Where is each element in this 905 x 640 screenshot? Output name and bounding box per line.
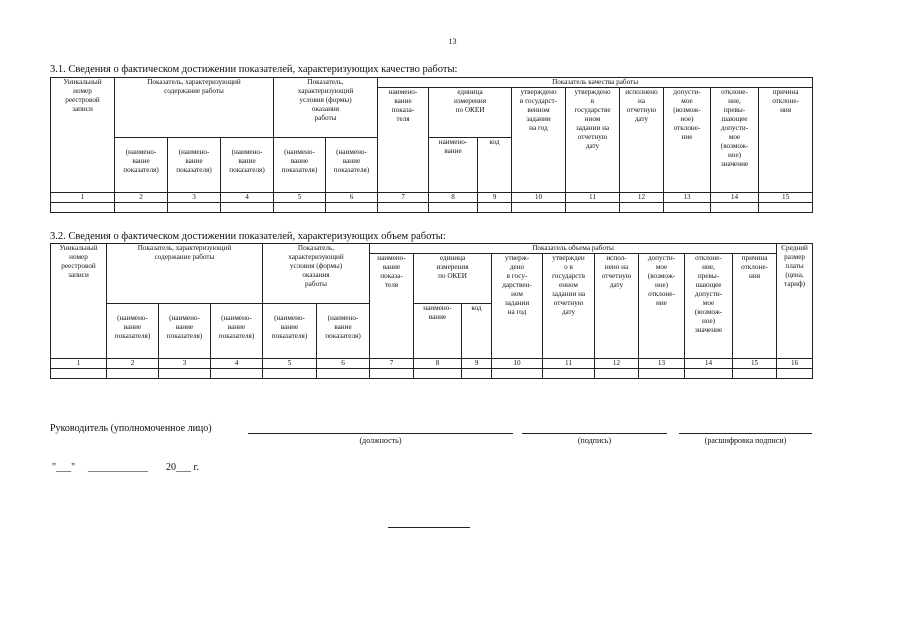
header-line: отклоне- — [695, 254, 722, 262]
header-line: вание — [444, 147, 462, 155]
header-line: Средний — [781, 244, 808, 252]
header-line: (наимено- — [169, 314, 200, 322]
header-line: наимено- — [388, 88, 418, 96]
header-line: показателя) — [333, 166, 370, 174]
header-line: на — [637, 97, 646, 105]
column-numbers-row: 1 2 3 4 5 6 7 8 9 10 11 12 13 14 15 — [51, 193, 813, 203]
date-day: "___" — [52, 462, 76, 473]
header-line: енном — [559, 281, 578, 289]
header-line: на год — [507, 308, 527, 316]
col-approved-year — [492, 254, 543, 359]
header-line: причина — [772, 88, 799, 96]
col-unique-number — [51, 244, 107, 359]
header-line: отчетную — [553, 299, 584, 307]
header-line: государстве — [574, 106, 611, 114]
header-line: вание — [334, 323, 352, 331]
decode-caption: (расшифровка подписи) — [704, 436, 787, 445]
col-indicator-4 — [263, 304, 317, 359]
col-indicator-3 — [221, 138, 274, 193]
header-line: содержание работы — [154, 253, 215, 261]
col-exceeding-deviation — [711, 88, 759, 193]
header-line: (возмож- — [647, 272, 676, 280]
header-line: оказания — [311, 105, 340, 113]
header-line: показателя) — [325, 332, 361, 340]
section-3-2-title: 3.2. Сведения о фактическом достижении показателей, характеризующих объем работы: — [50, 231, 446, 242]
header-line: (наимено- — [117, 314, 148, 322]
header-line: показа- — [380, 272, 403, 280]
col-unit-code: код — [462, 304, 492, 359]
col-reason — [733, 254, 777, 359]
col-unit — [429, 88, 512, 138]
header-line: допусти- — [647, 254, 676, 262]
header-line: Показатель, — [297, 244, 335, 252]
col-unit-name — [429, 138, 478, 193]
head-label: Руководитель (уполномоченное лицо) — [50, 423, 212, 434]
col-exceeding-deviation — [685, 254, 733, 359]
col-indicator-1 — [107, 304, 159, 359]
header-line: отчетную — [626, 106, 657, 114]
header-line: утверждено — [574, 88, 611, 96]
header-line: показателя) — [281, 166, 318, 174]
header-line: дату — [561, 308, 576, 316]
header-line: дату — [634, 115, 649, 123]
header-line: (возмож- — [720, 142, 749, 150]
footer-rule — [388, 527, 470, 528]
header-line: по ОКЕИ — [455, 106, 485, 114]
header-line: (наимено- — [284, 148, 315, 156]
header-line: показателя) — [218, 332, 255, 340]
header-line: Уникальный — [63, 78, 102, 86]
header-line: (наимено- — [274, 314, 305, 322]
col-reason — [759, 88, 813, 193]
col-approved-date — [566, 88, 620, 193]
header-line: теля — [384, 281, 399, 289]
header-line: задании на — [551, 290, 586, 298]
col-indicator-5 — [326, 138, 378, 193]
date-year: 20___ г. — [166, 462, 199, 473]
header-line: вание — [123, 323, 142, 331]
header-line: работы — [305, 280, 327, 288]
header-line: шающее — [721, 115, 748, 123]
header-line: в госу- — [506, 272, 528, 280]
col-unit-name — [414, 304, 462, 359]
header-line: ное) — [727, 151, 742, 159]
header-line: вание — [394, 97, 412, 105]
sign-caption: (подпись) — [577, 436, 612, 445]
header-line: работы — [314, 114, 337, 122]
header-line: значение — [720, 160, 749, 168]
header-line: допусти- — [720, 124, 749, 132]
col-indicator-5 — [317, 304, 370, 359]
col-content — [115, 78, 274, 138]
header-line: записи — [68, 271, 89, 279]
header-line: размер — [784, 253, 805, 261]
quality-table — [50, 77, 813, 213]
decode-line — [679, 433, 812, 434]
header-line: характеризующий — [297, 87, 354, 95]
position-caption: (должность) — [359, 436, 402, 445]
header-line: наимено- — [438, 138, 468, 146]
header-line: (наимено- — [221, 314, 252, 322]
col-indicator-3 — [211, 304, 263, 359]
header-line: измерения — [453, 97, 487, 105]
header-line: показателя) — [166, 332, 203, 340]
header-line: отклоне- — [648, 290, 675, 298]
header-line: значение — [694, 326, 723, 334]
col-executed — [595, 254, 639, 359]
header-line: исполнено — [625, 88, 658, 96]
header-line: мое — [728, 133, 741, 141]
header-line: ное) — [701, 317, 716, 325]
header-line: ния — [780, 106, 792, 114]
col-allowed-deviation — [664, 88, 711, 193]
header-line: реестровой — [61, 262, 96, 270]
col-conditions — [263, 244, 370, 304]
header-line: вание — [238, 157, 256, 165]
header-line: показателя) — [114, 332, 151, 340]
header-line: показателя) — [176, 166, 212, 174]
header-line: отчетную — [577, 133, 608, 141]
header-line: испол- — [606, 254, 627, 262]
header-line: вание — [227, 323, 246, 331]
header-line: показателя) — [123, 166, 159, 174]
header-line: вание — [428, 313, 447, 321]
header-line: показателя) — [271, 332, 308, 340]
page-number: 13 — [448, 37, 457, 46]
header-line: по ОКЕИ — [438, 272, 467, 280]
header-line: о в — [564, 263, 573, 271]
col-unit-code: код — [478, 138, 512, 193]
header-line: единица — [439, 254, 466, 262]
header-line: ное) — [654, 281, 669, 289]
header-line: (наимено- — [178, 148, 210, 156]
header-line: условия (формы) — [289, 262, 343, 270]
position-line — [248, 433, 513, 434]
header-line: Показатель, характеризующий — [137, 244, 232, 252]
header-line: номер — [73, 87, 92, 95]
header-line: допусти- — [673, 88, 701, 96]
header-line: (наимено- — [125, 148, 157, 156]
header-line: в государст- — [519, 97, 558, 105]
header-line: отклоне- — [741, 263, 768, 271]
col-approved-date — [543, 254, 595, 359]
header-line: номер — [69, 253, 88, 261]
header-line: мое — [655, 263, 668, 271]
header-line: дату — [609, 281, 624, 289]
header-line: Показатель, характеризующий — [147, 78, 241, 86]
header-line: вание — [290, 157, 309, 165]
col-indicator-name — [370, 254, 414, 359]
header-line: наимено- — [423, 304, 452, 312]
header-line: тариф) — [784, 280, 806, 288]
table-row — [51, 369, 813, 379]
header-line: утвержден — [552, 254, 585, 262]
header-line: записи — [72, 105, 93, 113]
date-month: ____________ — [88, 462, 148, 473]
header-line: государств — [552, 272, 585, 280]
header-line: показа- — [391, 106, 415, 114]
header-line: (возмож- — [673, 106, 701, 114]
header-line: вание — [280, 323, 299, 331]
header-line: утверждено — [520, 88, 557, 96]
header-line: (наимено- — [327, 314, 359, 322]
col-content — [107, 244, 263, 304]
header-line: реестровой — [65, 96, 100, 104]
header-line: на год — [529, 124, 548, 132]
header-line: отклоне- — [673, 124, 701, 132]
header-line: (наимено- — [336, 148, 367, 156]
section-3-1-title: 3.1. Сведения о фактическом достижении показателей, характеризующих качество работы: — [50, 64, 458, 75]
header-line: мое — [702, 299, 715, 307]
header-line: в — [590, 97, 595, 105]
header-line: (цена, — [785, 271, 804, 279]
header-line: дарствен- — [502, 281, 532, 289]
header-line: задании — [526, 115, 551, 123]
header-line: Уникальный — [59, 244, 98, 252]
header-line: оказания — [302, 271, 330, 279]
header-line: ния — [749, 272, 761, 280]
header-line: дено — [509, 263, 525, 271]
header-line: венном — [527, 106, 550, 114]
col-average-fee — [777, 244, 813, 359]
header-line: допусти- — [694, 290, 723, 298]
header-line: вание — [185, 157, 203, 165]
header-line: вание — [342, 157, 361, 165]
col-indicator-2 — [168, 138, 221, 193]
header-line: ние, — [702, 263, 715, 271]
header-line: нном — [584, 115, 601, 123]
header-line: ние, — [728, 97, 741, 105]
col-allowed-deviation — [639, 254, 685, 359]
volume-table — [50, 243, 813, 379]
header-line: наимено- — [377, 254, 406, 262]
col-executed — [620, 88, 664, 193]
header-line: превы- — [723, 106, 746, 114]
header-line: отклоне- — [772, 97, 799, 105]
header-line: характеризующий — [288, 253, 344, 261]
header-line: ние — [656, 299, 667, 307]
header-line: вание — [132, 157, 150, 165]
col-approved-year — [512, 88, 566, 193]
header-line: задании на — [575, 124, 610, 132]
col-conditions — [274, 78, 378, 138]
header-line: отклоне- — [721, 88, 748, 96]
header-line: вание — [382, 263, 401, 271]
table-row — [51, 203, 813, 213]
header-line: утверж- — [504, 254, 530, 262]
col-volume-group: Показатель объема работы — [370, 244, 777, 254]
header-line: условия (формы) — [299, 96, 352, 104]
header-line: нено на — [604, 263, 629, 271]
header-line: (наимено- — [231, 148, 263, 156]
header-line: ном — [511, 290, 523, 298]
header-line: дату — [585, 142, 600, 150]
col-indicator-1 — [115, 138, 168, 193]
header-line: показателя) — [229, 166, 265, 174]
col-quality-group: Показатель качества работы — [378, 78, 813, 88]
header-line: измерения — [436, 263, 469, 271]
col-indicator-4 — [274, 138, 326, 193]
header-line: причина — [741, 254, 768, 262]
header-line: вание — [175, 323, 194, 331]
header-line: ние — [681, 133, 693, 141]
col-unit — [414, 254, 492, 304]
header-line: содержание работы — [164, 87, 224, 95]
header-line: Показатель, — [307, 78, 344, 86]
header-line: ное) — [680, 115, 694, 123]
header-line: единица — [457, 88, 483, 96]
sign-line — [522, 433, 667, 434]
col-unique-number — [51, 78, 115, 193]
header-line: платы — [785, 262, 804, 270]
header-line: (возмож- — [694, 308, 723, 316]
header-line: шающее — [695, 281, 722, 289]
col-indicator-2 — [159, 304, 211, 359]
header-line: теля — [396, 115, 410, 123]
header-line: задании — [504, 299, 530, 307]
header-line: превы- — [697, 272, 720, 280]
header-line: отчетную — [601, 272, 632, 280]
header-line: мое — [681, 97, 693, 105]
column-numbers-row: 1 2 3 4 5 6 7 8 9 10 11 12 13 14 15 16 — [51, 359, 813, 369]
col-indicator-name — [378, 88, 429, 193]
